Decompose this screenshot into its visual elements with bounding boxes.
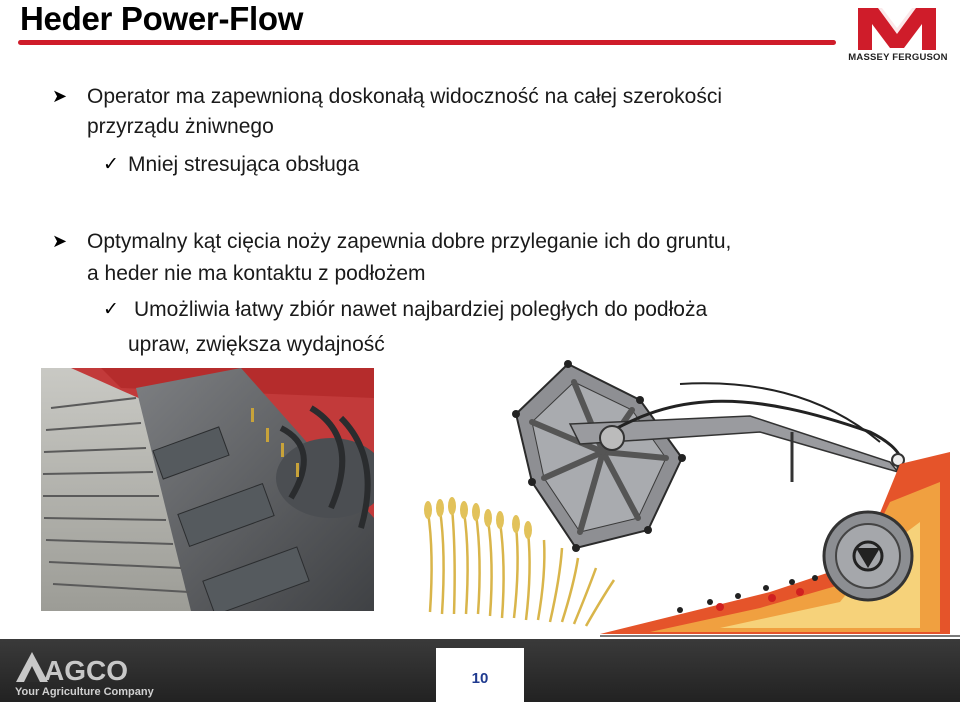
- footer-tagline: Your Agriculture Company: [15, 686, 154, 698]
- arrow-bullet-icon: ➤: [52, 86, 68, 106]
- arrow-bullet-icon: ➤: [52, 231, 68, 251]
- title-divider: [18, 40, 836, 45]
- brand-name: MASSEY FERGUSON: [848, 52, 948, 63]
- header-cross-section-diagram: [420, 352, 960, 640]
- checkmark-icon: ✓: [103, 299, 119, 320]
- page-title: Heder Power-Flow: [20, 0, 304, 37]
- agco-logo-text: AGCO: [44, 655, 128, 686]
- bullet-2-sub-line-2: upraw, zwiększa wydajność: [128, 333, 385, 356]
- bullet-2-line-1: Optymalny kąt cięcia noży zapewnia dobre przyleganie ich do gruntu,: [87, 230, 732, 253]
- bullet-1-line-2: przyrządu żniwnego: [87, 115, 274, 138]
- bullet-1-line-1: Operator ma zapewnioną doskonałą widoczność na całej szerokości: [87, 85, 723, 108]
- header-photo: [41, 368, 374, 611]
- checkmark-icon: ✓: [103, 154, 119, 175]
- bullet-2-sub-line-1: Umożliwia łatwy zbiór nawet najbardziej poległych do podłoża: [134, 298, 708, 321]
- bullet-1-sub: Mniej stresująca obsługa: [128, 153, 360, 176]
- bullet-2-line-2: a heder nie ma kontaktu z podłożem: [87, 262, 426, 285]
- page-number: 10: [471, 670, 489, 687]
